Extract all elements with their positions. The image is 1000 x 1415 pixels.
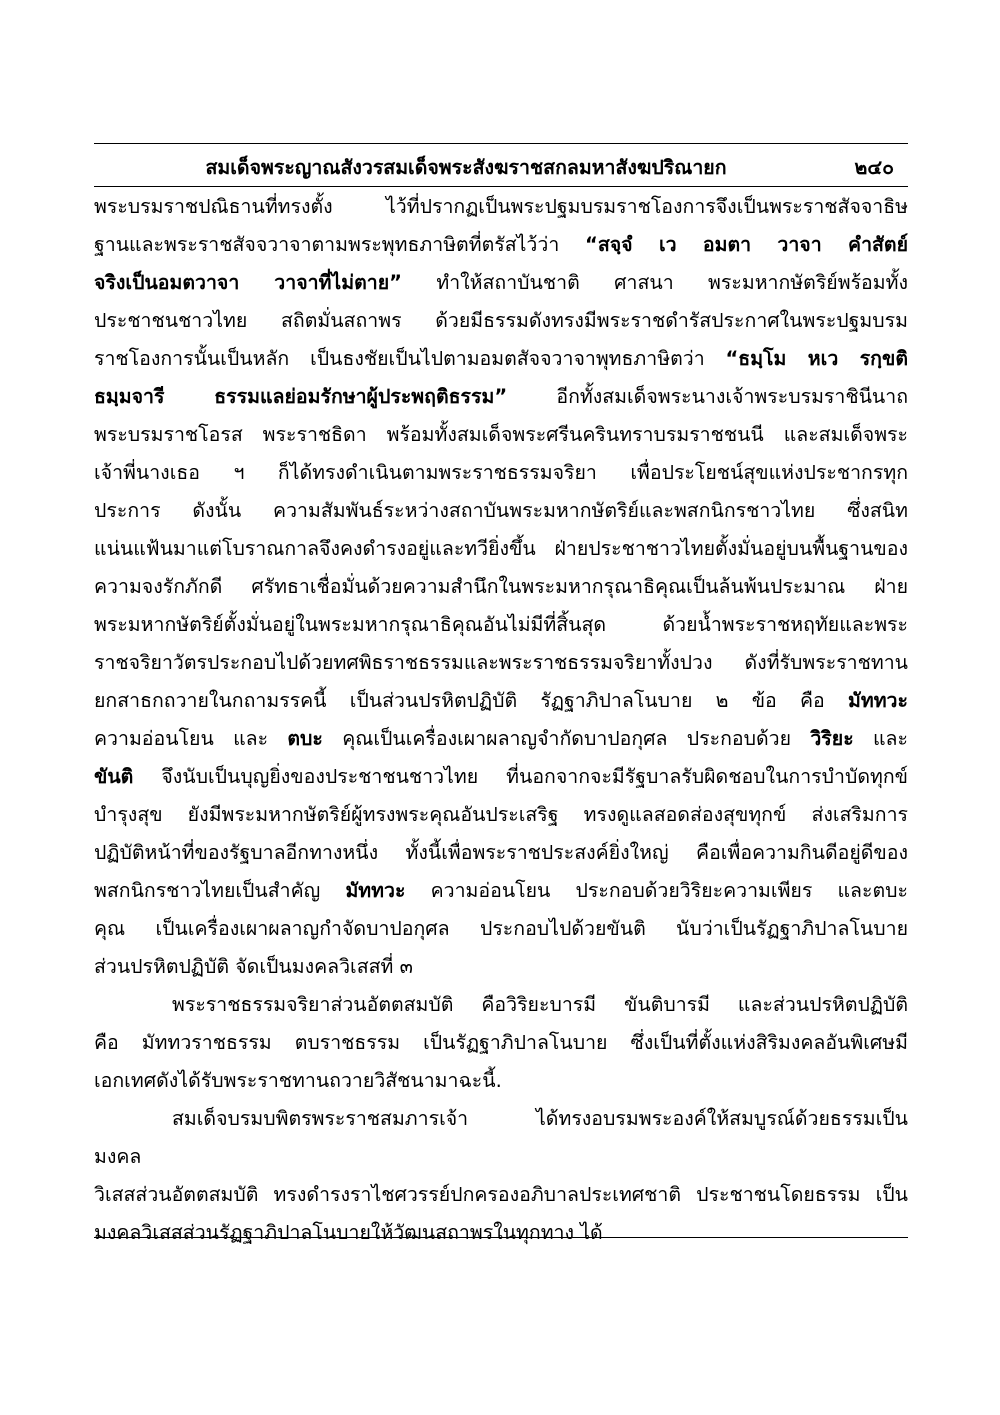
text-segment: ยกสาธกถวายในกถามรรคนี้ เป็นส่วนปรหิตปฏิบัติ รัฏฐาภิปาลโนบาย ๒ ข้อ คือ bbox=[94, 689, 848, 712]
header-bottom-rule bbox=[94, 186, 908, 187]
text-line bbox=[94, 344, 908, 382]
text-segment: เจ้าพี่นางเธอ ฯ ก็ได้ทรงดำเนินตามพระราชธรรมจริยา เพื่อประโยชน์สุขแห่งประชากรทุก bbox=[94, 461, 908, 484]
text-segment: คุณเป็นเครื่องเผาผลาญจำกัดบาปอกุศล ประกอบด้วย bbox=[322, 727, 811, 750]
bold-text-segment: ขันติ bbox=[94, 765, 134, 788]
text-line bbox=[94, 268, 908, 306]
bold-text-segment: จริงเป็นอมตวาจา วาจาที่ไม่ตาย” bbox=[94, 271, 402, 294]
text-line bbox=[94, 230, 908, 268]
text-line bbox=[94, 800, 908, 838]
text-segment: มงคลวิเสสส่วนรัฏฐาภิปาลโนบายให้วัฒนสถาพรในทุกทาง ได้ bbox=[94, 1221, 603, 1244]
text-line bbox=[94, 420, 908, 458]
text-segment: วิเสสส่วนอัตตสมบัติ ทรงดำรงราไชศวรรย์ปกครองอภิบาลประเทศชาติ ประชาชนโดยธรรม เป็น bbox=[94, 1183, 908, 1206]
text-segment: ทำให้สถาบันชาติ ศาสนา พระมหากษัตริย์พร้อมทั้ง bbox=[401, 271, 908, 294]
text-line bbox=[94, 914, 908, 952]
text-segment: ความจงรักภักดี ศรัทธาเชื่อมั่นด้วยความสำนึกในพระมหากรุณาธิคุณเป็นล้นพ้นประมาณ ฝ่าย bbox=[94, 575, 908, 598]
text-segment: พระบรมราชปณิธานที่ทรงตั้ง ไว้ที่ปรากฏเป็นพระปฐมบรมราชโองการจึงเป็นพระราชสัจจาธิษ bbox=[94, 195, 908, 218]
text-line bbox=[94, 1028, 908, 1066]
text-segment: จึงนับเป็นบุญยิ่งของประชาชนชาวไทย ที่นอกจากจะมีรัฐบาลรับผิดชอบในการบำบัดทุกข์ bbox=[133, 765, 908, 788]
text-segment: ประการ ดังนั้น ความสัมพันธ์ระหว่างสถาบันพระมหากษัตริย์และพสกนิกรชาวไทย ซึ่งสนิท bbox=[94, 499, 908, 522]
text-line bbox=[94, 1180, 908, 1218]
text-line bbox=[94, 192, 908, 230]
text-line bbox=[94, 762, 908, 800]
text-line bbox=[94, 610, 908, 648]
bold-text-segment: ธมฺมจารี ธรรมแลย่อมรักษาผู้ประพฤติธรรม” bbox=[94, 385, 508, 408]
text-line bbox=[94, 876, 908, 914]
page-number: ๒๔๐ bbox=[854, 156, 894, 179]
text-segment: ราชโองการนั้นเป็นหลัก เป็นธงชัยเป็นไปตามอมตสัจจวาจาพุทธภาษิตว่า bbox=[94, 347, 726, 370]
bold-text-segment: มัททวะ bbox=[848, 689, 908, 712]
text-line bbox=[94, 1142, 908, 1180]
text-segment: ราชจริยาวัตรประกอบไปด้วยทศพิธราชธรรมและพระราชธรรมจริยาทั้งปวง ดังที่รับพระราชทาน bbox=[94, 651, 908, 674]
text-segment: พระบรมราชโอรส พระราชธิดา พร้อมทั้งสมเด็จพระศรีนครินทราบรมราชชนนี และสมเด็จพระ bbox=[94, 423, 908, 446]
text-line bbox=[94, 990, 908, 1028]
header-top-rule bbox=[94, 143, 908, 144]
footer-rule bbox=[94, 1237, 908, 1238]
text-line bbox=[94, 306, 908, 344]
text-line bbox=[94, 686, 908, 724]
text-segment: บำรุงสุข ยังมีพระมหากษัตริย์ผู้ทรงพระคุณอันประเสริฐ ทรงดูแลสอดส่องสุขทุกข์ ส่งเสริมการ bbox=[94, 803, 908, 826]
text-line bbox=[94, 1104, 908, 1142]
text-segment: พสกนิกรชาวไทยเป็นสำคัญ bbox=[94, 879, 346, 902]
text-segment: คุณ เป็นเครื่องเผาผลาญกำจัดบาปอกุศล ประกอบไปด้วยขันติ นับว่าเป็นรัฏฐาภิปาลโนบาย bbox=[94, 917, 908, 940]
text-line bbox=[94, 838, 908, 876]
bold-text-segment: “สจฺจํ เว อมตา วาจา คำสัตย์ bbox=[585, 233, 908, 256]
header-title: สมเด็จพระญาณสังวรสมเด็จพระสังฆราชสกลมหาสังฆปริณายก bbox=[205, 156, 727, 179]
text-segment: เอกเทศดังได้รับพระราชทานถวายวิสัชนามาฉะนี้. bbox=[94, 1069, 502, 1092]
bold-text-segment: “ธมฺโม หเว รกฺขติ bbox=[725, 347, 908, 370]
text-segment: ประชาชนชาวไทย สถิตมั่นสถาพร ด้วยมีธรรมดังทรงมีพระราชดำรัสประกาศในพระปฐมบรม bbox=[94, 309, 908, 332]
text-segment: คือ มัททวราชธรรม ตบราชธรรม เป็นรัฏฐาภิปาลโนบาย ซึ่งเป็นที่ตั้งแห่งสิริมงคลอันพิเศษมี bbox=[94, 1031, 908, 1054]
text-segment: และ bbox=[853, 727, 908, 750]
text-line bbox=[94, 648, 908, 686]
text-segment: พระราชธรรมจริยาส่วนอัตตสมบัติ คือวิริยะบารมี ขันติบารมี และส่วนปรหิตปฏิบัติ bbox=[172, 993, 908, 1016]
bold-text-segment: วิริยะ bbox=[810, 727, 854, 750]
text-segment: ปฏิบัติหน้าที่ของรัฐบาลอีกทางหนึ่ง ทั้งนี้เพื่อพระราชประสงค์ยิ่งใหญ่ คือเพื่อความกินดีอยู่ดีของ bbox=[94, 841, 908, 864]
text-segment: ความอ่อนโยน และ bbox=[94, 727, 288, 750]
text-line bbox=[94, 382, 908, 420]
text-segment: มงคล bbox=[94, 1145, 142, 1168]
text-segment: อีกทั้งสมเด็จพระนางเจ้าพระบรมราชินีนาถ bbox=[507, 385, 908, 408]
text-line bbox=[94, 572, 908, 610]
page-header bbox=[94, 152, 908, 182]
bold-text-segment: ตบะ bbox=[287, 727, 323, 750]
bold-text-segment: มัททวะ bbox=[345, 879, 406, 902]
body-text bbox=[94, 192, 908, 1256]
text-segment: แน่นแฟ้นมาแต่โบราณกาลจึงคงดำรงอยู่และทวียิ่งขึ้น ฝ่ายประชาชาวไทยตั้งมั่นอยู่บนพื้นฐานของ bbox=[94, 537, 908, 560]
text-line bbox=[94, 724, 908, 762]
text-segment: ฐานและพระราชสัจจวาจาตามพระพุทธภาษิตที่ตรัสไว้ว่า bbox=[94, 233, 586, 256]
text-line bbox=[94, 496, 908, 534]
text-segment: พระมหากษัตริย์ตั้งมั่นอยู่ในพระมหากรุณาธิคุณอันไม่มีที่สิ้นสุด ด้วยน้ำพระราชหฤทัยและพระ bbox=[94, 613, 908, 636]
text-line bbox=[94, 952, 908, 990]
text-line bbox=[94, 458, 908, 496]
text-segment: ความอ่อนโยน ประกอบด้วยวิริยะความเพียร และตบะ bbox=[405, 879, 908, 902]
text-segment: สมเด็จบรมบพิตรพระราชสมภารเจ้า ได้ทรงอบรมพระองค์ให้สมบูรณ์ด้วยธรรมเป็น bbox=[172, 1107, 908, 1130]
text-segment: ส่วนปรหิตปฏิบัติ จัดเป็นมงคลวิเสสที่ ๓ bbox=[94, 955, 413, 978]
text-line bbox=[94, 1066, 908, 1104]
text-line bbox=[94, 534, 908, 572]
